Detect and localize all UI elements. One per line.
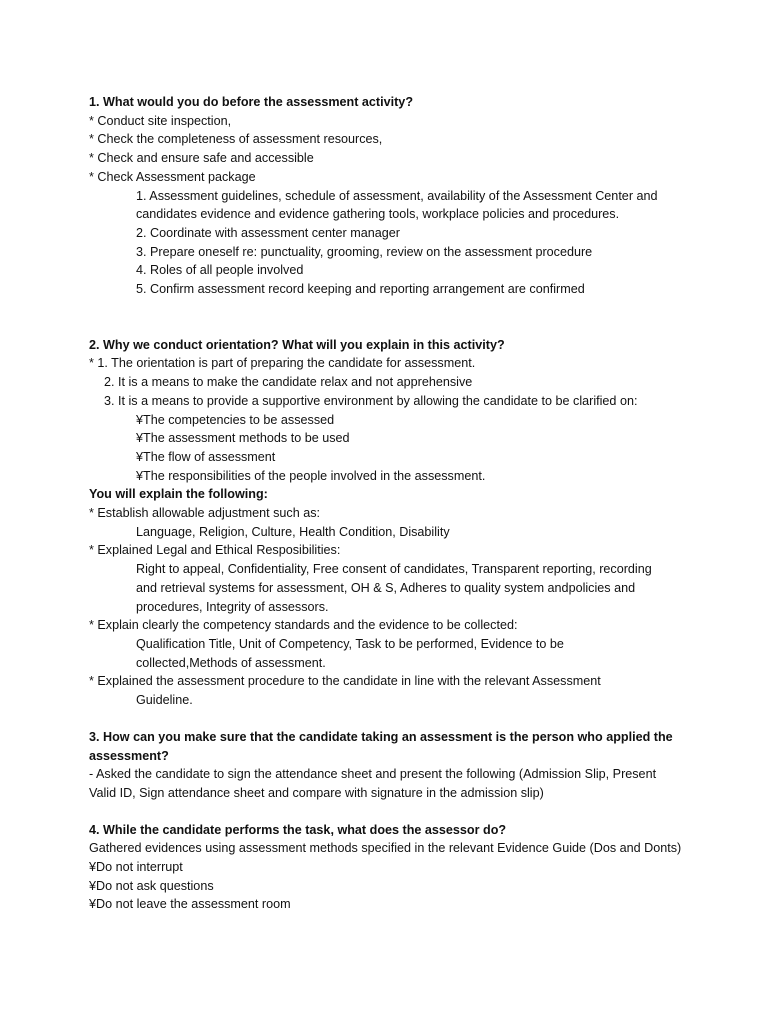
q3-question: 3. How can you make sure that the candidate taking an assessment is the person who applied the (89, 729, 673, 744)
q4-item: ¥Do not interrupt (89, 860, 183, 875)
q2-point: 2. It is a means to make the candidate relax and not apprehensive (104, 375, 473, 390)
q3-answer: - Asked the candidate to sign the attendance sheet and present the following (Admission Slip, Present (89, 767, 657, 782)
q2-explain-heading: You will explain the following: (89, 487, 268, 502)
q2-detail: Right to appeal, Confidentiality, Free consent of candidates, Transparent reporting, recording (136, 562, 652, 577)
q1-package-item: 4. Roles of all people involved (136, 263, 304, 278)
q2-detail: Qualification Title, Unit of Competency, Task to be performed, Evidence to be (136, 636, 564, 651)
q2-detail: procedures, Integrity of assessors. (136, 599, 329, 614)
q1-package-item: 1. Assessment guidelines, schedule of assessment, availability of the Assessment Center and (136, 188, 658, 203)
q2-clarified-item: ¥The responsibilities of the people involved in the assessment. (136, 468, 486, 483)
q2-detail: and retrieval systems for assessment, OH & S, Adheres to quality system andpolicies and (136, 580, 636, 595)
q4-item: ¥Do not ask questions (89, 878, 214, 893)
q1-question: 1. What would you do before the assessment activity? (89, 95, 414, 109)
q1-package-item: 2. Coordinate with assessment center manager (136, 225, 400, 240)
q2-point: 3. It is a means to provide a supportive environment by allowing the candidate to be clarified on: (104, 393, 638, 408)
q4-answer: Gathered evidences using assessment methods specified in the relevant Evidence Guide (Dos and Donts) (89, 841, 682, 856)
q2-detail: Guideline. (136, 693, 193, 708)
q2-detail: Language, Religion, Culture, Health Condition, Disability (136, 524, 450, 539)
q3-answer: Valid ID, Sign attendance sheet and compare with signature in the admission slip) (89, 785, 544, 800)
q2-clarified-item: ¥The competencies to be assessed (136, 412, 335, 427)
q2-detail: collected,Methods of assessment. (136, 655, 326, 670)
q2-bullet: * Establish allowable adjustment such as: (89, 506, 321, 521)
q3-question: assessment? (89, 748, 169, 763)
q4-question: 4. While the candidate performs the task, what does the assessor do? (89, 822, 507, 837)
q4-item: ¥Do not leave the assessment room (89, 897, 291, 912)
q2-bullet: * Explain clearly the competency standards and the evidence to be collected: (89, 618, 518, 633)
section-spacer (89, 299, 689, 336)
section-spacer (89, 710, 689, 728)
document-body (89, 93, 689, 914)
q1-bullet: * Check the completeness of assessment resources, (89, 132, 383, 147)
q1-package-item: 5. Confirm assessment record keeping and reporting arrangement are confirmed (136, 282, 585, 297)
q2-question: 2. Why we conduct orientation? What will you explain in this activity? (89, 337, 505, 352)
section-spacer (89, 803, 689, 821)
q1-bullet: * Conduct site inspection, (89, 113, 232, 128)
q1-bullet: * Check Assessment package (89, 169, 256, 184)
q1-package-item: candidates evidence and evidence gathering tools, workplace policies and procedures. (136, 207, 620, 222)
q2-point: * 1. The orientation is part of preparing the candidate for assessment. (89, 356, 476, 371)
q1-bullet: * Check and ensure safe and accessible (89, 151, 314, 166)
q2-bullet: * Explained Legal and Ethical Resposibilities: (89, 543, 341, 558)
q2-clarified-item: ¥The flow of assessment (136, 449, 276, 464)
q1-package-item: 3. Prepare oneself re: punctuality, grooming, review on the assessment procedure (136, 244, 593, 259)
q2-bullet: * Explained the assessment procedure to the candidate in line with the relevant Assessment (89, 674, 601, 689)
q2-clarified-item: ¥The assessment methods to be used (136, 431, 350, 446)
